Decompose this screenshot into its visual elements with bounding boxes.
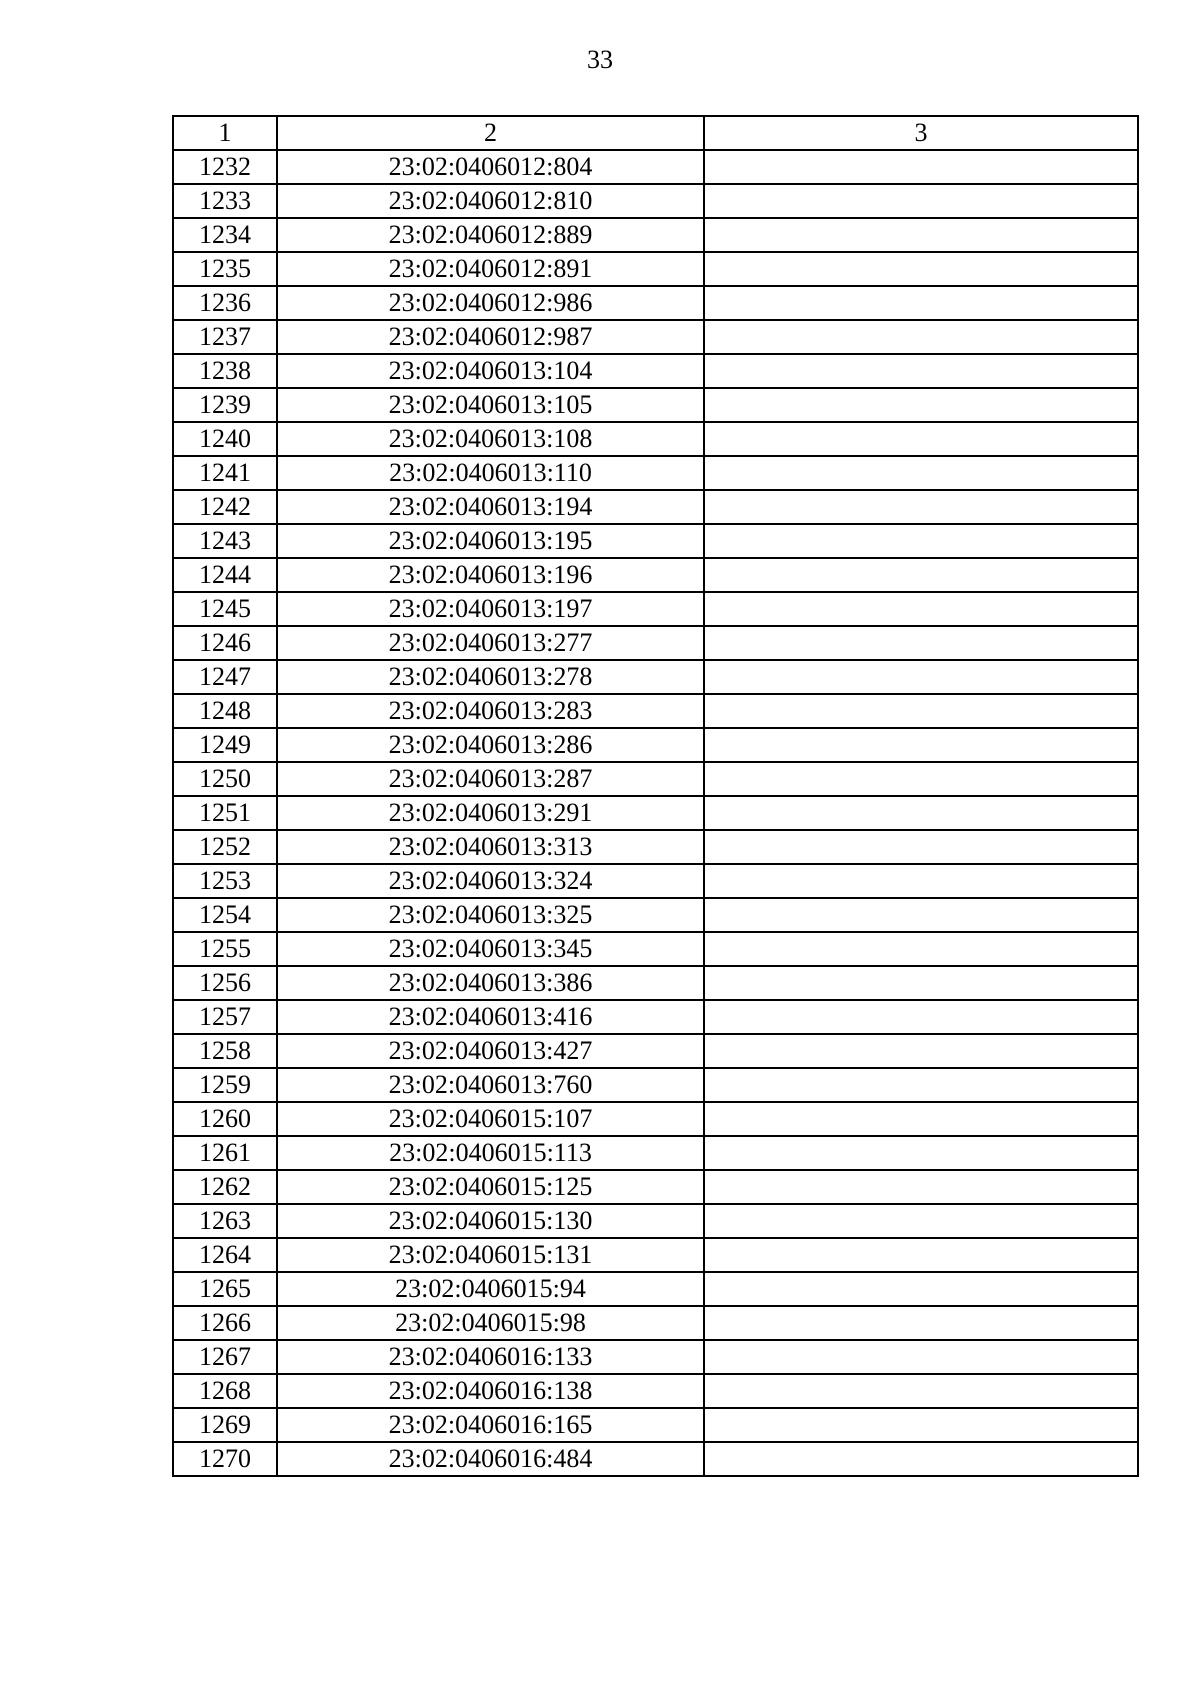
table-row: [173, 592, 1138, 626]
row-number-cell: 1263: [173, 1204, 277, 1238]
row-number-cell: 1241: [173, 456, 277, 490]
table-row: [173, 252, 1138, 286]
cadastral-number-cell: 23:02:0406015:98: [277, 1306, 704, 1340]
table-row: [173, 1170, 1138, 1204]
table-row: [173, 1408, 1138, 1442]
cadastral-table: [172, 115, 1139, 1477]
column-3-cell: [704, 422, 1138, 456]
column-3-cell: [704, 1204, 1138, 1238]
cadastral-number-cell: 23:02:0406013:291: [277, 796, 704, 830]
column-3-cell: [704, 1170, 1138, 1204]
table-row: [173, 1034, 1138, 1068]
table-row: [173, 1306, 1138, 1340]
column-3-cell: [704, 932, 1138, 966]
row-number-cell: 1269: [173, 1408, 277, 1442]
column-3-cell: [704, 728, 1138, 762]
row-number-cell: 1265: [173, 1272, 277, 1306]
cadastral-number-cell: 23:02:0406012:889: [277, 218, 704, 252]
column-3-cell: [704, 490, 1138, 524]
cadastral-number-cell: 23:02:0406013:760: [277, 1068, 704, 1102]
column-3-cell: [704, 762, 1138, 796]
table-row: [173, 184, 1138, 218]
row-number-cell: 1233: [173, 184, 277, 218]
column-3-cell: [704, 830, 1138, 864]
table-row: [173, 354, 1138, 388]
cadastral-number-cell: 23:02:0406013:324: [277, 864, 704, 898]
row-number-cell: 1266: [173, 1306, 277, 1340]
cadastral-number-cell: 23:02:0406012:891: [277, 252, 704, 286]
table-header-row: [173, 116, 1138, 150]
cadastral-number-cell: 23:02:0406015:125: [277, 1170, 704, 1204]
row-number-cell: 1239: [173, 388, 277, 422]
table-row: [173, 1272, 1138, 1306]
cadastral-number-cell: 23:02:0406015:107: [277, 1102, 704, 1136]
table-row: [173, 966, 1138, 1000]
row-number-cell: 1257: [173, 1000, 277, 1034]
column-3-cell: [704, 1000, 1138, 1034]
table-row: [173, 456, 1138, 490]
cadastral-number-cell: 23:02:0406013:427: [277, 1034, 704, 1068]
column-3-cell: [704, 1238, 1138, 1272]
table-body: [173, 116, 1138, 1476]
row-number-cell: 1246: [173, 626, 277, 660]
table-row: [173, 1068, 1138, 1102]
cadastral-number-cell: 23:02:0406015:113: [277, 1136, 704, 1170]
table-row: [173, 830, 1138, 864]
table-row: [173, 1204, 1138, 1238]
cadastral-number-cell: 23:02:0406015:131: [277, 1238, 704, 1272]
table-row: [173, 1374, 1138, 1408]
row-number-cell: 1249: [173, 728, 277, 762]
row-number-cell: 1250: [173, 762, 277, 796]
table-row: [173, 660, 1138, 694]
row-number-cell: 1262: [173, 1170, 277, 1204]
row-number-cell: 1254: [173, 898, 277, 932]
row-number-cell: 1248: [173, 694, 277, 728]
row-number-cell: 1270: [173, 1442, 277, 1476]
column-3-cell: [704, 1102, 1138, 1136]
row-number-cell: 1236: [173, 286, 277, 320]
row-number-cell: 1237: [173, 320, 277, 354]
row-number-cell: 1240: [173, 422, 277, 456]
cadastral-number-cell: 23:02:0406016:138: [277, 1374, 704, 1408]
cadastral-number-cell: 23:02:0406013:277: [277, 626, 704, 660]
column-header-3: 3: [704, 116, 1138, 150]
table-row: [173, 728, 1138, 762]
column-3-cell: [704, 1374, 1138, 1408]
column-3-cell: [704, 252, 1138, 286]
column-3-cell: [704, 456, 1138, 490]
row-number-cell: 1259: [173, 1068, 277, 1102]
row-number-cell: 1251: [173, 796, 277, 830]
column-3-cell: [704, 150, 1138, 184]
column-header-2: 2: [277, 116, 704, 150]
cadastral-number-cell: 23:02:0406013:416: [277, 1000, 704, 1034]
table-row: [173, 796, 1138, 830]
row-number-cell: 1261: [173, 1136, 277, 1170]
cadastral-number-cell: 23:02:0406013:313: [277, 830, 704, 864]
cadastral-number-cell: 23:02:0406013:287: [277, 762, 704, 796]
table-row: [173, 490, 1138, 524]
table-row: [173, 762, 1138, 796]
column-3-cell: [704, 558, 1138, 592]
column-3-cell: [704, 864, 1138, 898]
row-number-cell: 1268: [173, 1374, 277, 1408]
cadastral-number-cell: 23:02:0406013:110: [277, 456, 704, 490]
cadastral-number-cell: 23:02:0406016:484: [277, 1442, 704, 1476]
row-number-cell: 1232: [173, 150, 277, 184]
cadastral-number-cell: 23:02:0406013:195: [277, 524, 704, 558]
table-row: [173, 1000, 1138, 1034]
table-row: [173, 1442, 1138, 1476]
table-row: [173, 694, 1138, 728]
table-row: [173, 320, 1138, 354]
table-row: [173, 286, 1138, 320]
column-3-cell: [704, 1442, 1138, 1476]
row-number-cell: 1253: [173, 864, 277, 898]
cadastral-number-cell: 23:02:0406013:278: [277, 660, 704, 694]
row-number-cell: 1267: [173, 1340, 277, 1374]
column-3-cell: [704, 1136, 1138, 1170]
cadastral-number-cell: 23:02:0406013:345: [277, 932, 704, 966]
table-row: [173, 932, 1138, 966]
column-3-cell: [704, 898, 1138, 932]
column-3-cell: [704, 320, 1138, 354]
column-header-1: 1: [173, 116, 277, 150]
row-number-cell: 1238: [173, 354, 277, 388]
row-number-cell: 1243: [173, 524, 277, 558]
table-row: [173, 218, 1138, 252]
table-row: [173, 626, 1138, 660]
page-number: 33: [587, 45, 613, 74]
column-3-cell: [704, 218, 1138, 252]
cadastral-number-cell: 23:02:0406013:196: [277, 558, 704, 592]
cadastral-number-cell: 23:02:0406013:386: [277, 966, 704, 1000]
row-number-cell: 1264: [173, 1238, 277, 1272]
column-3-cell: [704, 966, 1138, 1000]
column-3-cell: [704, 592, 1138, 626]
column-3-cell: [704, 1306, 1138, 1340]
table-row: [173, 422, 1138, 456]
column-3-cell: [704, 626, 1138, 660]
cadastral-number-cell: 23:02:0406012:804: [277, 150, 704, 184]
cadastral-number-cell: 23:02:0406012:986: [277, 286, 704, 320]
table-row: [173, 1340, 1138, 1374]
cadastral-number-cell: 23:02:0406013:105: [277, 388, 704, 422]
table-row: [173, 524, 1138, 558]
column-3-cell: [704, 1340, 1138, 1374]
table-row: [173, 898, 1138, 932]
column-3-cell: [704, 524, 1138, 558]
row-number-cell: 1247: [173, 660, 277, 694]
cadastral-number-cell: 23:02:0406013:104: [277, 354, 704, 388]
table-row: [173, 558, 1138, 592]
column-3-cell: [704, 286, 1138, 320]
table-row: [173, 1238, 1138, 1272]
table-row: [173, 388, 1138, 422]
row-number-cell: 1252: [173, 830, 277, 864]
table-row: [173, 1136, 1138, 1170]
table-row: [173, 1102, 1138, 1136]
cadastral-number-cell: 23:02:0406013:283: [277, 694, 704, 728]
cadastral-number-cell: 23:02:0406012:987: [277, 320, 704, 354]
cadastral-number-cell: 23:02:0406015:130: [277, 1204, 704, 1238]
cadastral-number-cell: 23:02:0406013:286: [277, 728, 704, 762]
cadastral-number-cell: 23:02:0406016:133: [277, 1340, 704, 1374]
column-3-cell: [704, 354, 1138, 388]
row-number-cell: 1235: [173, 252, 277, 286]
column-3-cell: [704, 1034, 1138, 1068]
cadastral-number-cell: 23:02:0406013:194: [277, 490, 704, 524]
row-number-cell: 1258: [173, 1034, 277, 1068]
column-3-cell: [704, 694, 1138, 728]
row-number-cell: 1234: [173, 218, 277, 252]
cadastral-number-cell: 23:02:0406012:810: [277, 184, 704, 218]
column-3-cell: [704, 388, 1138, 422]
table-row: [173, 864, 1138, 898]
table-row: [173, 150, 1138, 184]
row-number-cell: 1255: [173, 932, 277, 966]
column-3-cell: [704, 1068, 1138, 1102]
column-3-cell: [704, 796, 1138, 830]
column-3-cell: [704, 660, 1138, 694]
row-number-cell: 1260: [173, 1102, 277, 1136]
cadastral-number-cell: 23:02:0406016:165: [277, 1408, 704, 1442]
row-number-cell: 1245: [173, 592, 277, 626]
cadastral-number-cell: 23:02:0406013:325: [277, 898, 704, 932]
cadastral-number-cell: 23:02:0406013:197: [277, 592, 704, 626]
column-3-cell: [704, 184, 1138, 218]
row-number-cell: 1242: [173, 490, 277, 524]
cadastral-number-cell: 23:02:0406013:108: [277, 422, 704, 456]
row-number-cell: 1244: [173, 558, 277, 592]
column-3-cell: [704, 1272, 1138, 1306]
cadastral-number-cell: 23:02:0406015:94: [277, 1272, 704, 1306]
row-number-cell: 1256: [173, 966, 277, 1000]
column-3-cell: [704, 1408, 1138, 1442]
